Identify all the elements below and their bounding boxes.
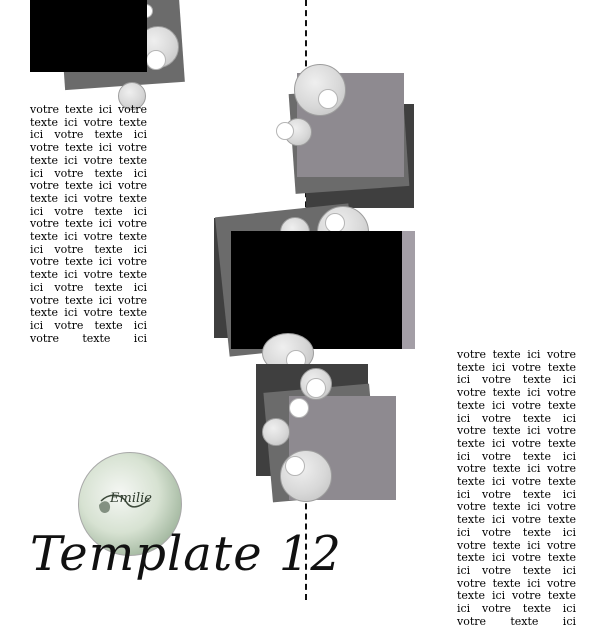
text-line: votre texte ici votre <box>30 217 147 231</box>
text-line: ici votre texte ici <box>457 602 576 616</box>
left-text-block <box>30 104 147 345</box>
text-line: ici votre texte ici <box>457 373 576 387</box>
text-line: votre texte ici votre <box>30 103 147 116</box>
text-line: texte ici votre texte <box>30 230 147 244</box>
text-line: texte ici votre texte <box>30 268 147 282</box>
text-line: texte ici votre texte <box>457 589 576 603</box>
embellishment-circle <box>294 64 346 116</box>
text-line: ici votre texte ici <box>30 204 147 218</box>
text-line: votre texte ici votre <box>30 141 147 155</box>
text-line: votre texte ici votre <box>457 500 576 514</box>
text-line: texte ici votre texte <box>30 191 147 205</box>
text-line: ici votre texte ici <box>457 563 576 577</box>
text-line: ici votre texte ici <box>457 487 576 501</box>
embellishment-dot <box>289 398 309 418</box>
text-line: votre texte ici votre <box>30 293 147 307</box>
text-line: ici votre texte ici <box>30 166 147 180</box>
embellishment-circle <box>262 418 290 446</box>
text-line: votre texte ici votre <box>30 179 147 193</box>
text-line: texte ici votre texte <box>30 153 147 167</box>
photo-frame[interactable] <box>231 231 402 349</box>
text-line: texte ici votre texte <box>457 475 576 489</box>
text-line: votre texte ici votre <box>457 348 576 361</box>
text-line: ici votre texte ici <box>30 128 147 142</box>
text-line: votre texte ici votre <box>457 386 576 400</box>
text-line: votre texte ici votre <box>30 255 147 269</box>
logo-text: Emilie <box>110 491 152 506</box>
text-line: votre texte ici votre <box>457 538 576 552</box>
embellishment-dot <box>276 122 294 140</box>
text-line: votre texte ici votre <box>457 424 576 438</box>
photo-frame[interactable] <box>30 0 147 72</box>
text-line: votre texte ici <box>457 614 576 628</box>
text-line: ici votre texte ici <box>30 242 147 256</box>
text-line: votre texte ici votre <box>457 462 576 476</box>
text-line: ici votre texte ici <box>457 525 576 539</box>
text-line: ici votre texte ici <box>30 280 147 294</box>
text-line: texte ici votre texte <box>457 513 576 527</box>
text-line: ici votre texte ici <box>457 449 576 463</box>
embellishment-dot <box>325 213 345 233</box>
embellishment-dot <box>146 50 166 70</box>
text-line: texte ici votre texte <box>457 398 576 412</box>
text-line: votre texte ici votre <box>457 576 576 590</box>
text-line: texte ici votre texte <box>457 551 576 565</box>
text-line: votre texte ici <box>30 331 147 345</box>
embellishment-dot <box>285 456 305 476</box>
right-text-block <box>457 349 576 628</box>
template-title: Template 12 <box>30 526 342 582</box>
embellishment-dot <box>306 378 326 398</box>
text-line: texte ici votre texte <box>30 115 147 129</box>
text-line: ici votre texte ici <box>457 411 576 425</box>
text-line: texte ici votre texte <box>457 436 576 450</box>
text-line: texte ici votre texte <box>457 360 576 374</box>
embellishment-dot <box>318 89 338 109</box>
text-line: texte ici votre texte <box>30 306 147 320</box>
text-line: ici votre texte ici <box>30 318 147 332</box>
